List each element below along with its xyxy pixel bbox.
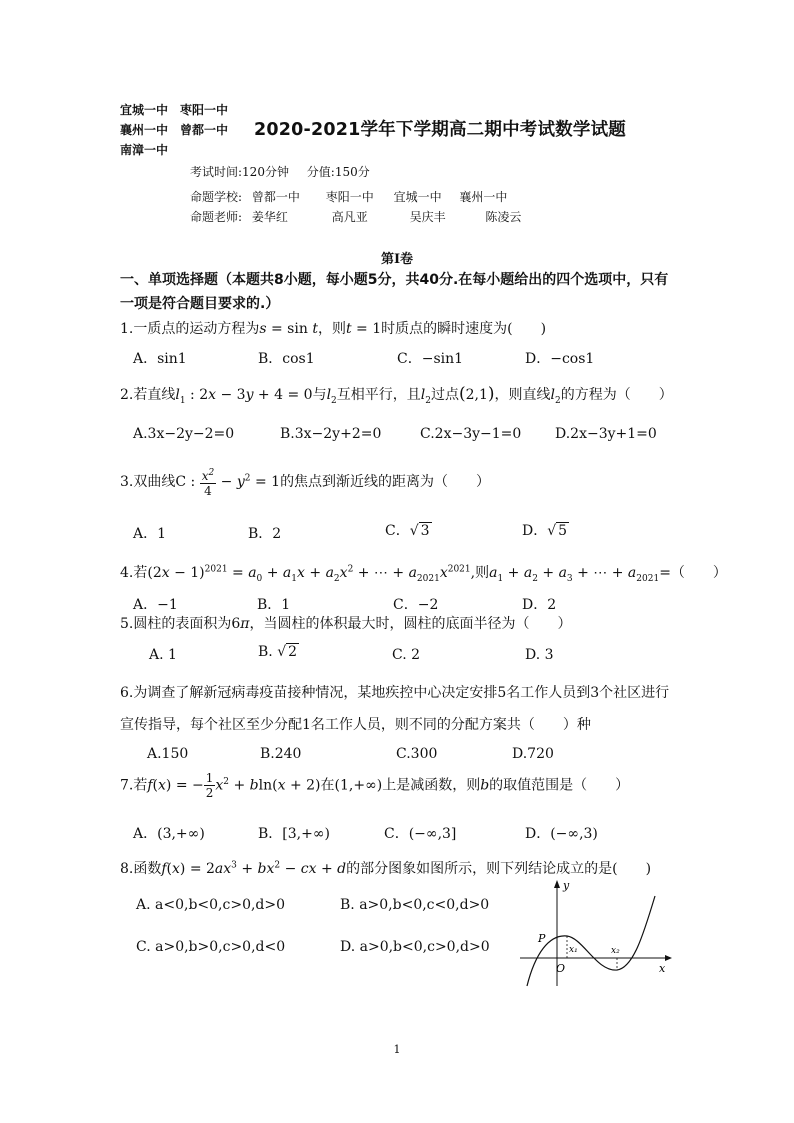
q7-option-d[interactable]: D．(−∞,3) bbox=[525, 826, 598, 842]
school-line-2: 襄州一中 曾都一中 bbox=[120, 123, 229, 137]
school-d: 襄州一中 bbox=[459, 190, 508, 204]
teacher-a: 姜华红 bbox=[251, 210, 288, 224]
q7-option-c[interactable]: C．(−∞,3] bbox=[384, 826, 457, 842]
teachers-line bbox=[190, 208, 521, 225]
q3-option-b[interactable]: B．2 bbox=[248, 526, 282, 542]
school-line-1: 宜城一中 枣阳一中 bbox=[120, 103, 229, 117]
teacher-b: 高凡亚 bbox=[331, 210, 368, 224]
q3-option-a[interactable]: A．1 bbox=[133, 526, 167, 542]
x-axis-label: x bbox=[659, 962, 666, 975]
q5-option-c[interactable]: C. 2 bbox=[392, 647, 421, 663]
question-6-line-2: 宣传指导，每个社区至少分配1名工作人员，则不同的分配方案共（ ）种 bbox=[120, 717, 591, 733]
q6-option-d[interactable]: D.720 bbox=[512, 746, 554, 762]
q1-option-d[interactable]: D．−cos1 bbox=[525, 351, 595, 367]
q8-option-a[interactable]: A. a<0,b<0,c>0,d>0 bbox=[136, 897, 286, 913]
point-p-label: P bbox=[538, 932, 546, 945]
page-number: 1 bbox=[393, 1043, 401, 1056]
cubic-curve bbox=[527, 896, 655, 986]
q2-option-b[interactable]: B.3x−2y+2=0 bbox=[280, 426, 382, 442]
question-8: 8.函数$f(x) = 2ax^3 + bx^2$ − cx + d的部分图象如图所示，则下列结论成立的是( ) bbox=[120, 860, 652, 877]
teacher-d: 陈凌云 bbox=[485, 210, 522, 224]
section-1-heading: 一、单项选择题（本题共8小题，每小题5分，共40分.在每小题给出的四个选项中，只有一项是符合题目要求的.） bbox=[120, 272, 669, 312]
q8-option-c[interactable]: C. a>0,b>0,c>0,d<0 bbox=[136, 939, 286, 955]
school-b: 枣阳一中 bbox=[325, 190, 374, 204]
x2-label: x₂ bbox=[611, 946, 620, 956]
teacher-c: 吴庆丰 bbox=[409, 210, 446, 224]
question-1: 1.一质点的运动方程为s = sin t，则t = 1时质点的瞬时速度为( ) bbox=[120, 321, 547, 337]
q3-option-d[interactable]: D．√ 5 bbox=[522, 523, 568, 539]
x-axis-arrow-icon bbox=[665, 955, 672, 961]
school-list bbox=[120, 100, 228, 160]
x1-label: x₁ bbox=[569, 945, 578, 955]
q6-option-a[interactable]: A.150 bbox=[147, 746, 189, 762]
q4-option-a[interactable]: A．−1 bbox=[133, 597, 178, 613]
question-7: 7.若f(x) = − $\frac{1}{2}$ $x^2 + bln(x + 2)$在(1,+∞)上是减函数，则b的取值范围是（ ） bbox=[120, 771, 630, 800]
q2-option-a[interactable]: A.3x−2y−2=0 bbox=[133, 426, 235, 442]
teachers-label: 命题老师: bbox=[190, 210, 243, 224]
exam-info-line bbox=[190, 163, 370, 180]
q8-option-b[interactable]: B. a>0,b<0,c<0,d>0 bbox=[340, 897, 490, 913]
q1-option-a[interactable]: A．sin1 bbox=[133, 351, 187, 367]
school-line-3: 南漳一中 bbox=[120, 143, 169, 157]
q6-option-b[interactable]: B.240 bbox=[260, 746, 302, 762]
q4-option-b[interactable]: B．1 bbox=[257, 597, 291, 613]
q3-option-c[interactable]: C．√ 3 bbox=[385, 523, 430, 539]
q2-option-c[interactable]: C.2x−3y−1=0 bbox=[420, 426, 522, 442]
question-4: 4.若$(2x - 1)^{2021} = a_0 + a_1x + a_2x^2$ + ⋯ + $a_{2021}x^{2021}$,则$a_1 + a_2 + a_3$ + ⋯ + $a_{2021}=$（ ） bbox=[120, 564, 727, 584]
y-axis-arrow-icon bbox=[554, 880, 560, 888]
q1-option-c[interactable]: C．−sin1 bbox=[397, 351, 464, 367]
school-c: 宜城一中 bbox=[393, 190, 442, 204]
q5-option-a[interactable]: A. 1 bbox=[149, 647, 177, 663]
page-title: 2020-2021学年下学期高二期中考试数学试题 bbox=[254, 120, 626, 140]
schools-label: 命题学校: bbox=[190, 190, 243, 204]
q5-option-d[interactable]: D. 3 bbox=[525, 647, 554, 663]
question-5: 5.圆柱的表面积为6π，当圆柱的体积最大时，圆柱的底面半径为（ ） bbox=[120, 616, 572, 632]
q4-option-c[interactable]: C．−2 bbox=[393, 597, 439, 613]
exam-time: 考试时间:120分钟 bbox=[190, 165, 289, 179]
school-a: 曾都一中 bbox=[251, 190, 300, 204]
q1-option-b[interactable]: B．cos1 bbox=[258, 351, 315, 367]
q5-option-b[interactable]: B. √ 2 bbox=[258, 644, 298, 660]
origin-label: O bbox=[556, 962, 566, 975]
schools-line bbox=[190, 188, 507, 205]
q2-option-d[interactable]: D.2x−3y+1=0 bbox=[555, 426, 657, 442]
q6-option-c[interactable]: C.300 bbox=[396, 746, 438, 762]
question-2: 2.若直线$l_1$ : 2x − 3y + 4 = 0与$l_2$互相平行，且$l_2$过点(2,1)，则直线$l_2$的方程为（ ） bbox=[120, 384, 673, 406]
q4-option-d[interactable]: D．2 bbox=[522, 597, 557, 613]
q8-option-d[interactable]: D. a>0,b<0,c>0,d>0 bbox=[340, 939, 490, 955]
question-6-line-1: 6.为调查了解新冠病毒疫苗接种情况，某地疾控中心决定安排5名工作人员到3个社区进行 bbox=[120, 685, 670, 701]
y-axis-label: y bbox=[563, 879, 570, 892]
q7-option-b[interactable]: B．[3,+∞) bbox=[258, 826, 330, 842]
exam-score: 分值:150分 bbox=[306, 165, 370, 179]
q8-function-graph bbox=[515, 876, 675, 988]
q7-option-a[interactable]: A．(3,+∞) bbox=[133, 826, 205, 842]
volume-heading: 第Ⅰ卷 bbox=[380, 252, 414, 267]
question-3: 3.双曲线C : $\frac{x^2}{4}$ − $y^2 = 1$的焦点到渐近线的距离为（ ） bbox=[120, 468, 491, 498]
